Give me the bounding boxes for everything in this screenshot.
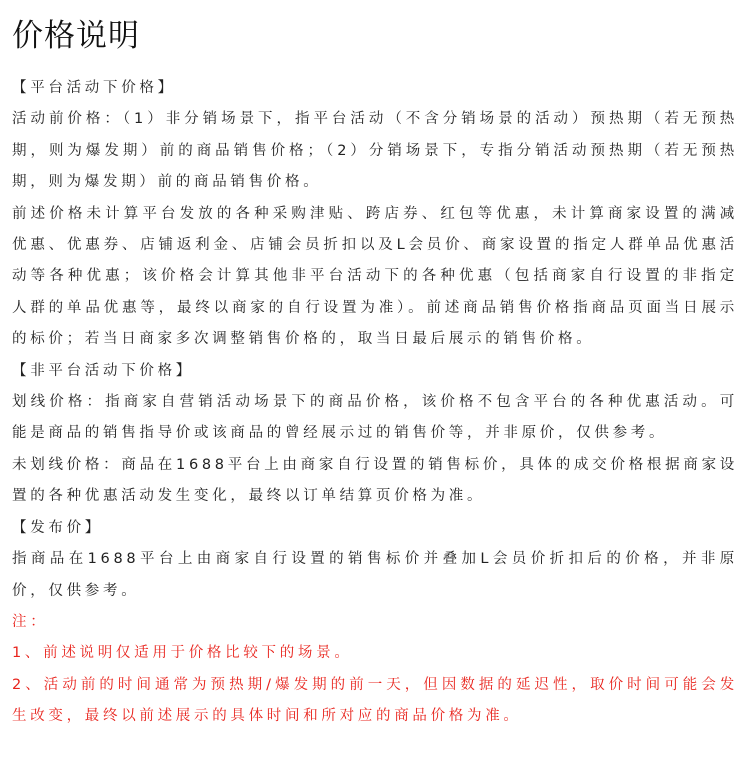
pre-price-note-text: 前述价格未计算平台发放的各种采购津贴、跨店券、红包等优惠，未计算商家设置的满减优惠、优惠券、店铺返利金、店铺会员折扣以及L会员价、商家设置的指定人群单品优惠活动等各种优惠；该价格会计算其他非平台活动下的各种优惠（包括商家自行设置的非指定人群的单品优惠等，最终以商家的自行设置为准）。前述商品销售价格指商品页面当日展示的标价；若当日商家多次调整销售价格的，取当日最后展示的销售价格。 <box>12 205 738 348</box>
publish-price-text: 指商品在1688平台上由商家自行设置的销售标价并叠加L会员价折扣后的价格，并非原价，仅供参考。 <box>12 551 738 599</box>
note-item-1: 1、前述说明仅适用于价格比较下的场景。 <box>12 645 353 662</box>
pre-activity-price-text: 活动前价格：（1）非分销场景下，指平台活动（不含分销场景的活动）预热期（若无预热期，则为爆发期）前的商品销售价格；（2）分销场景下，专指分销活动预热期（若无预热期，则为爆发期）前的商品销售价格。 <box>12 111 738 191</box>
publish-price-heading: 【发布价】 <box>12 519 103 536</box>
non-platform-activity-heading: 【非平台活动下价格】 <box>12 362 194 379</box>
platform-activity-heading: 【平台活动下价格】 <box>12 80 176 96</box>
non-strikethrough-price-text: 未划线价格：商品在1688平台上由商家自行设置的销售标价，具体的成交价格根据商家设置的各种优惠活动发生变化，最终以订单结算页价格为准。 <box>12 456 738 505</box>
note-item-2: 2、活动前的时间通常为预热期/爆发期的前一天，但因数据的延迟性，取价时间可能会发生改变，最终以前述展示的具体时间和所对应的商品价格为准。 <box>12 676 738 725</box>
price-explanation-content <box>12 73 738 733</box>
note-label: 注： <box>12 613 49 630</box>
strikethrough-price-text: 划线价格：指商家自营销活动场景下的商品价格，该价格不包含平台的各种优惠活动。可能是商品的销售指导价或该商品的曾经展示过的销售价等，并非原价，仅供参考。 <box>12 394 738 442</box>
page-title: 价格说明 <box>12 18 140 54</box>
